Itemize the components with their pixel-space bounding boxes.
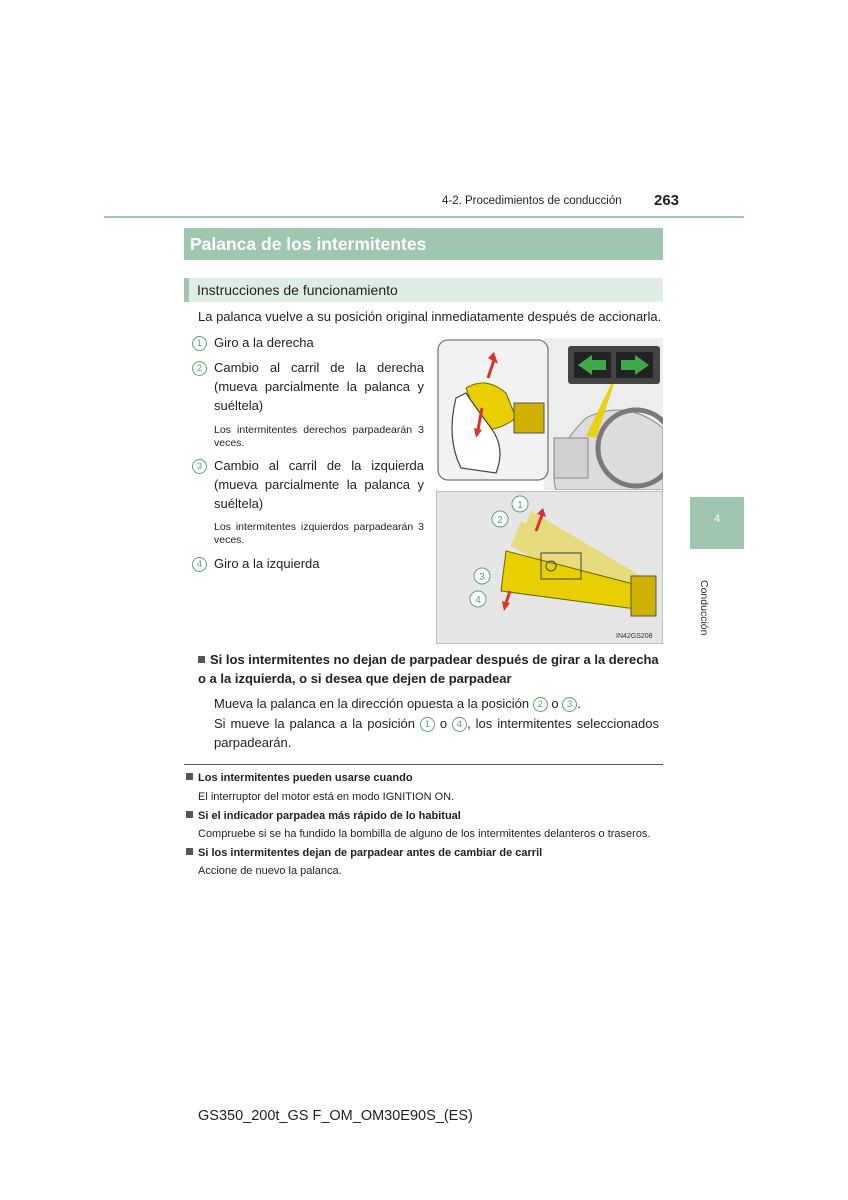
list-item-text: Giro a la izquierda [214, 556, 320, 571]
lever-positions-illustration [436, 491, 663, 644]
note-body: Compruebe si se ha fundido la bombilla de alguno de los intermitentes delanteros o traseros. [198, 828, 651, 840]
square-bullet-icon [186, 811, 193, 818]
list-item-note: Los intermitentes derechos parpadearán 3 veces. [214, 424, 424, 449]
header-section: 4-2. Procedimientos de conducción [442, 195, 622, 207]
svg-text:3: 3 [479, 572, 485, 583]
svg-text:1: 1 [517, 500, 523, 511]
note-heading: Si los intermitentes dejan de parpadear antes de cambiar de carril [186, 847, 542, 859]
section-rule [184, 764, 663, 765]
list-item [192, 554, 424, 573]
square-bullet-icon [186, 848, 193, 855]
info-body: Mueva la palanca en la dirección opuesta a la posición 2 o 3 . Si mueve la palanca a la posición 1 o 4 , los intermitentes seleccionados parpadearán. [214, 696, 659, 750]
callout-number: 2 [533, 697, 548, 712]
chapter-label: Conducción [698, 580, 710, 636]
note-body: El interruptor del motor está en modo IGNITION ON. [198, 791, 455, 803]
dashboard-vent [554, 438, 588, 478]
lever-base [514, 403, 544, 433]
list-item [192, 333, 424, 352]
callout-number: 2 [192, 361, 207, 376]
svg-text:4: 4 [475, 595, 481, 606]
info-heading: Si los intermitentes no dejan de parpadear después de girar a la derecha o a la izquierda, o si desea que dejen de parpadear [198, 652, 659, 686]
callout-1 [512, 496, 528, 512]
intro-text: La palanca vuelve a su posición original inmediatamente después de accionarla. [198, 309, 662, 324]
square-bullet-icon [186, 773, 193, 780]
callout-3 [474, 568, 490, 584]
document-code: GS350_200t_GS F_OM_OM30E90S_(ES) [198, 1108, 473, 1124]
callout-2 [492, 511, 508, 527]
list-item-text: Giro a la derecha [214, 335, 314, 350]
list-item-text: Cambio al carril de la izquierda (mueva parcialmente la palanca y suéltela) [214, 458, 424, 511]
svg-text:2: 2 [497, 515, 503, 526]
note-heading: Si el indicador parpadea más rápido de lo habitual [186, 810, 461, 822]
callout-number: 1 [420, 717, 435, 732]
callout-4 [470, 591, 486, 607]
turn-signal-illustration [436, 338, 663, 490]
list-item-note: Los intermitentes izquierdos parpadearán 3 veces. [214, 521, 424, 546]
note-body: Accione de nuevo la palanca. [198, 865, 342, 877]
callout-number: 3 [192, 459, 207, 474]
figure-code: IN42GS208 [616, 633, 653, 640]
callout-number: 1 [192, 336, 207, 351]
header-rule [104, 216, 744, 218]
callout-number: 4 [192, 557, 207, 572]
note-heading: Los intermitentes pueden usarse cuando [186, 772, 413, 784]
page-number: 263 [654, 192, 680, 209]
square-bullet-icon [198, 656, 205, 663]
list-item [192, 358, 424, 415]
callout-number: 4 [452, 717, 467, 732]
list-item [192, 456, 424, 513]
callout-number: 3 [562, 697, 577, 712]
chapter-tab: 4 [690, 497, 744, 549]
section-subtitle: Instrucciones de funcionamiento [184, 278, 663, 302]
lever-end [631, 576, 656, 616]
list-item-text: Cambio al carril de la derecha (mueva parcialmente la palanca y suéltela) [214, 360, 424, 413]
page-title: Palanca de los intermitentes [184, 228, 663, 260]
